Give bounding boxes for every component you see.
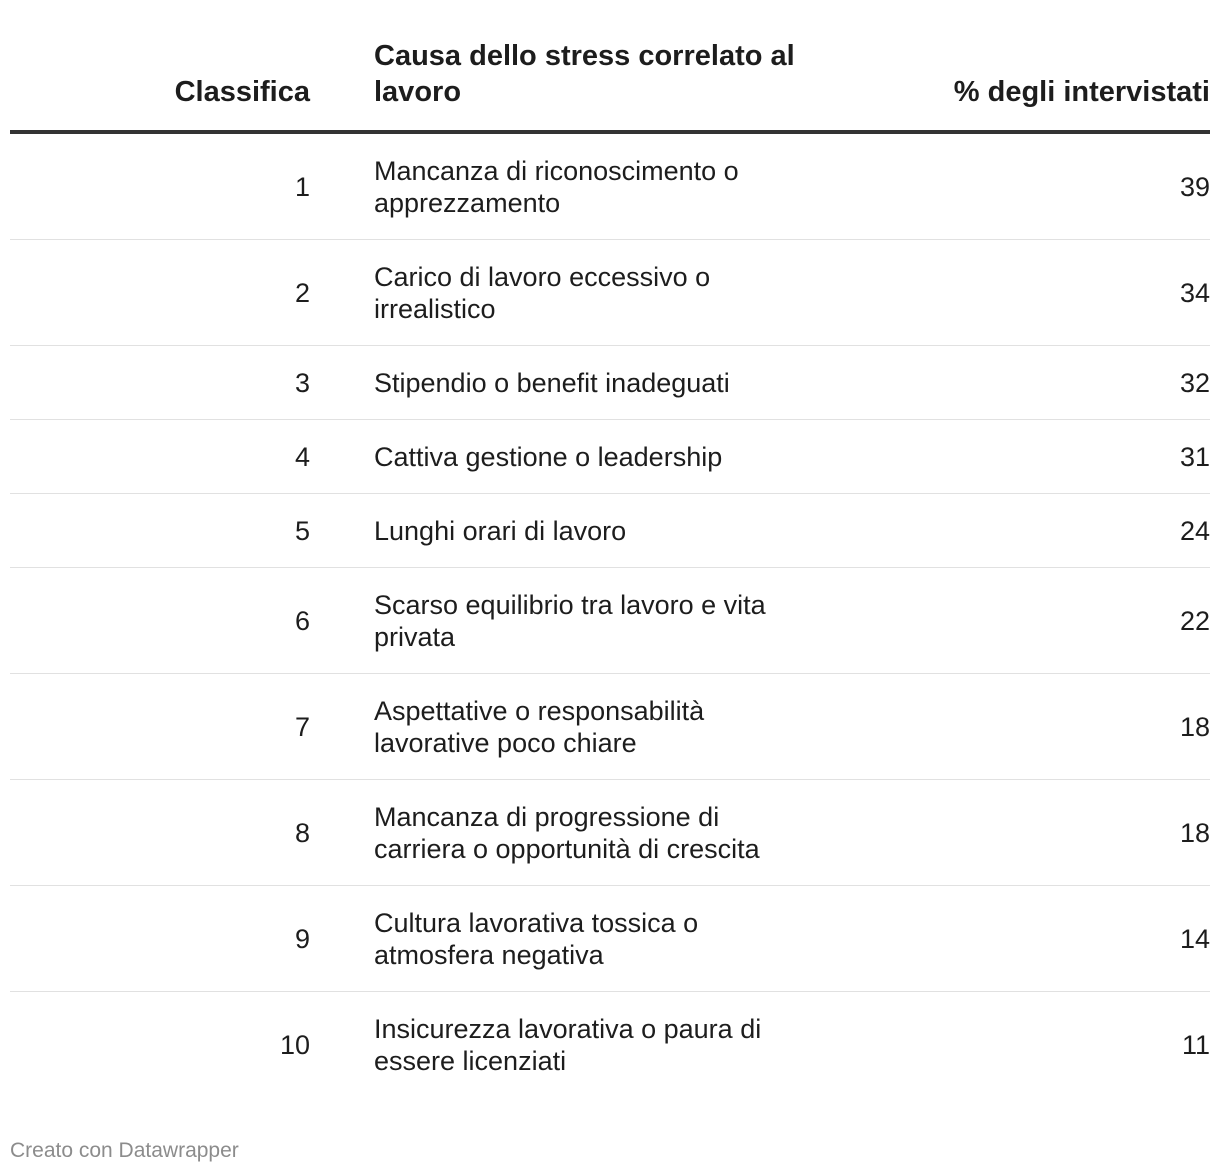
rank-cell: 2 bbox=[294, 277, 310, 308]
cause-cell: Cattiva gestione o leadership bbox=[374, 441, 723, 472]
rank-cell: 6 bbox=[294, 605, 310, 636]
cause-cell: Mancanza di riconoscimento o apprezzamento bbox=[374, 155, 739, 218]
table-header bbox=[10, 40, 1210, 134]
rank-cell: 3 bbox=[294, 367, 310, 398]
table-row bbox=[10, 992, 1210, 1098]
datawrapper-credit: Creato con Datawrapper bbox=[10, 1139, 239, 1162]
percent-cell: 31 bbox=[1179, 441, 1210, 472]
rank-cell: 7 bbox=[294, 711, 310, 742]
rank-cell: 8 bbox=[294, 817, 310, 848]
rank-cell: 9 bbox=[294, 923, 310, 954]
rank-cell: 4 bbox=[294, 441, 310, 472]
rank-cell: 10 bbox=[279, 1030, 310, 1060]
percent-cell: 22 bbox=[1179, 605, 1210, 636]
table-row bbox=[10, 674, 1210, 780]
column-header-cause: Causa dello stress correlato al lavoro bbox=[374, 40, 795, 108]
cause-cell: Carico di lavoro eccessivo o irrealistico bbox=[374, 261, 711, 324]
table-row bbox=[10, 886, 1210, 992]
percent-cell: 14 bbox=[1179, 923, 1210, 954]
table-row bbox=[10, 494, 1210, 568]
percent-cell: 11 bbox=[1181, 1030, 1210, 1060]
rank-cell: 1 bbox=[294, 171, 310, 202]
cause-cell: Stipendio o benefit inadeguati bbox=[374, 367, 730, 398]
percent-cell: 18 bbox=[1179, 711, 1210, 742]
data-table bbox=[10, 40, 1210, 1098]
percent-cell: 32 bbox=[1179, 367, 1210, 398]
table-row bbox=[10, 568, 1210, 674]
cause-cell: Lunghi orari di lavoro bbox=[374, 515, 627, 546]
percent-cell: 34 bbox=[1179, 277, 1210, 308]
cause-cell: Scarso equilibrio tra lavoro e vita privata bbox=[374, 589, 766, 652]
table-row bbox=[10, 780, 1210, 886]
percent-cell: 24 bbox=[1179, 515, 1210, 546]
table-row bbox=[10, 420, 1210, 494]
table-row bbox=[10, 346, 1210, 420]
percent-cell: 18 bbox=[1179, 817, 1210, 848]
cause-cell: Cultura lavorativa tossica o atmosfera negativa bbox=[374, 907, 699, 970]
cause-cell: Insicurezza lavorativa o paura di essere licenziati bbox=[374, 1014, 762, 1076]
rank-cell: 5 bbox=[294, 515, 310, 546]
percent-cell: 39 bbox=[1179, 171, 1210, 202]
column-header-rank: Classifica bbox=[174, 76, 310, 108]
table-row bbox=[10, 240, 1210, 346]
table-row bbox=[10, 134, 1210, 240]
column-header-percent: % degli intervistati bbox=[953, 76, 1210, 108]
cause-cell: Aspettative o responsabilità lavorative poco chiare bbox=[374, 695, 705, 758]
cause-cell: Mancanza di progressione di carriera o opportunità di crescita bbox=[374, 801, 760, 864]
